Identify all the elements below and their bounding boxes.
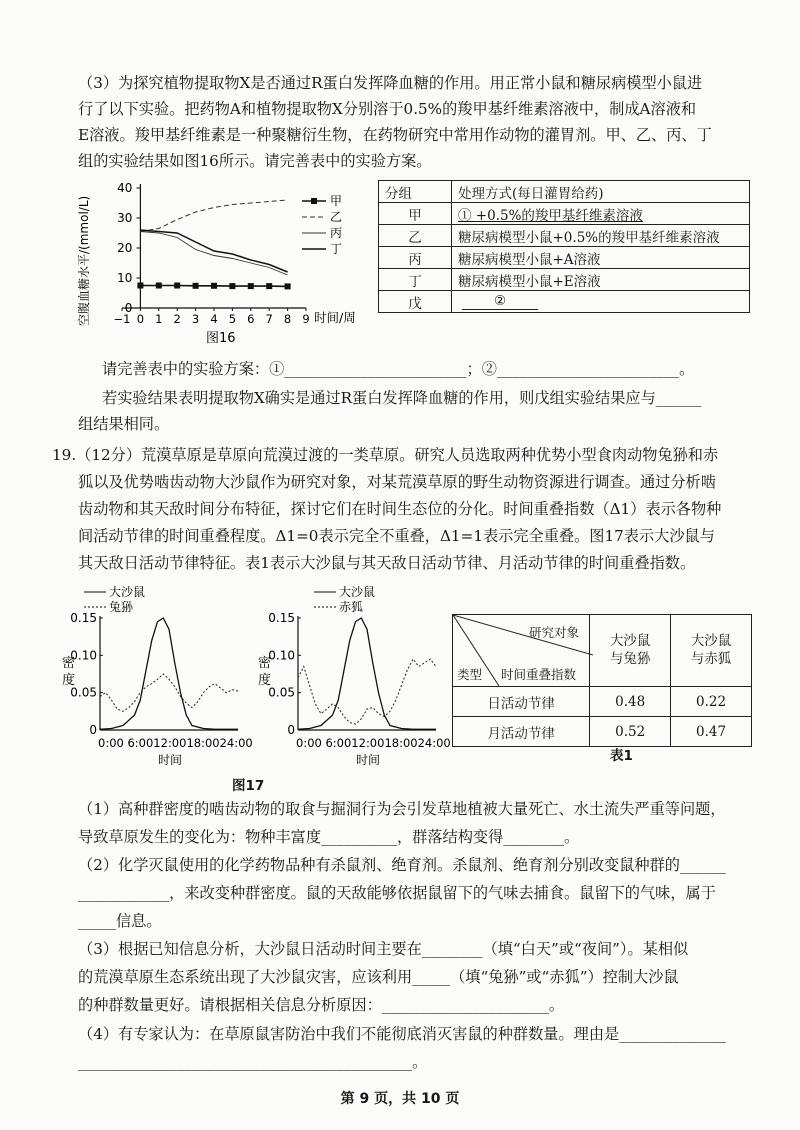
table-row (379, 291, 750, 313)
fig17b-xticks: 0:00 6:0012:0018:0024:00 (296, 736, 451, 750)
q19-sub1-line-1: （1）高种群密度的啮齿动物的取食与掘洞行为会引发草地植被大量死亡、水土流失严重等问题， (78, 800, 726, 818)
series-line-0 (298, 618, 436, 729)
series-point (248, 283, 254, 289)
fig16-legend-c-label: 丙 (330, 226, 343, 240)
y-tick-label: 0.10 (268, 648, 295, 663)
col-header-line: 大沙鼠 (690, 632, 732, 649)
q18-line-2: 行了以下实验。把药物A和植物提取物X分别溶于0.5%的羧甲基纤维素溶液中，制成A溶液和 (78, 100, 697, 118)
series-line-1 (298, 659, 436, 724)
figure-17-right-chart (258, 578, 458, 768)
fig17b-ylabel-bottom: 度 (258, 673, 272, 688)
x-tick-label: 7 (265, 312, 273, 326)
table-cell-group: 乙 (379, 225, 452, 247)
fig16-legend-a-label: 甲 (330, 194, 343, 208)
x-tick-label: 6 (247, 312, 255, 326)
table-cell-group: 戊 (379, 291, 452, 313)
q18-line-3: E溶液。羧甲基纤维素是一种聚糖衍生物，在药物研究中常用作动物的灌胃剂。甲、乙、丙、丁 (78, 126, 712, 144)
table-cell-treatment: 糖尿病模型小鼠+E溶液 (452, 269, 750, 291)
table-cell-group: 甲 (379, 203, 452, 225)
x-tick-label: 1 (155, 312, 163, 326)
col-header-line: 大沙鼠 (609, 632, 651, 649)
fig17-caption: 图17 (232, 778, 265, 794)
y-tick-label: 10 (117, 271, 133, 285)
q19-sub2-line-3[interactable]: _____信息。 (78, 912, 162, 930)
series-line-3 (140, 230, 287, 272)
table-row (379, 225, 750, 247)
fig17b-xlabel: 时间 (356, 753, 381, 767)
q19-line-2: 狐以及优势啮齿动物大沙鼠作为研究对象，对某荒漠草原的野生动物资源进行调查。通过分析啮 (78, 473, 716, 491)
y-tick-label: 0.10 (70, 648, 97, 663)
fig17a-ylabel-bottom: 度 (62, 673, 76, 688)
series-line-2 (140, 232, 287, 276)
q19-sub3-line-2[interactable]: 的荒漠草原生态系统出现了大沙鼠灾害，应该利用_____（填“兔狲”或“赤狐”）控制大沙鼠 (78, 968, 679, 986)
table-cell-treatment: 糖尿病模型小鼠+0.5%的羧甲基纤维素溶液 (452, 225, 750, 247)
row-label: 月活动节律 (453, 717, 590, 747)
q18-result-line-1[interactable]: 若实验结果表明提取物X确实是通过R蛋白发挥降血糖的作用，则戊组实验结果应与______ (102, 389, 702, 407)
figure-17-left-chart (60, 578, 260, 768)
q18-fill-blanks[interactable]: 请完善表中的实验方案：①________________________；②________________________。 (102, 360, 695, 378)
table-col-header-fox-cat (590, 615, 671, 687)
corner-label-subject: 研究对象 (529, 625, 580, 640)
table-row (379, 203, 750, 225)
q19-sub4-line-2[interactable]: ____________________________________________。 (78, 1053, 428, 1071)
table1-caption: 表1 (610, 748, 633, 764)
q18-result-line-2: 组结果相同。 (78, 415, 170, 433)
q19-sub3-line-1[interactable]: （3）根据已知信息分析，大沙鼠日活动时间主要在________（填“白天”或“夜间”）。某相似 (78, 940, 689, 958)
series-line-0 (100, 618, 238, 729)
y-tick-label: 30 (117, 211, 133, 225)
experiment-table (378, 180, 750, 313)
col-header-line: 与兔狲 (609, 650, 651, 667)
y-tick-label: 0 (287, 723, 295, 737)
table-cell-treatment[interactable]: ① +0.5%的羧甲基纤维素溶液 (452, 203, 750, 225)
x-tick-label: 0 (136, 312, 145, 326)
table-cell-treatment[interactable] (452, 291, 750, 313)
x-tick-label: 4 (210, 312, 218, 326)
fig16-caption: 图16 (206, 331, 236, 346)
corner-label-type: 类型 (457, 667, 483, 682)
y-tick-label: 0.05 (268, 685, 295, 700)
row-value: 0.22 (671, 687, 752, 717)
row-label: 日活动节律 (453, 687, 590, 717)
q18-line-1: （3）为探究植物提取物X是否通过R蛋白发挥降血糖的作用。用正常小鼠和糖尿病模型小鼠进 (78, 74, 703, 92)
series-point (211, 283, 217, 289)
series-line-1 (100, 674, 238, 711)
q19-line-4: 间活动节律的时间重叠程度。Δ1=0表示完全不重叠，Δ1=1表示完全重叠。图17表示大沙鼠与 (78, 527, 715, 545)
table-row (379, 269, 750, 291)
table-row (453, 687, 752, 717)
fig16-x-label: 时间/周 (314, 310, 356, 325)
fig17b-legend-1: 大沙鼠 (339, 585, 376, 599)
table-row (453, 717, 752, 747)
fig17a-xlabel: 时间 (158, 753, 183, 767)
fig17a-legend-1: 大沙鼠 (109, 585, 146, 599)
fig17b-legend-2: 赤狐 (339, 600, 364, 614)
series-point (137, 283, 143, 289)
q18-line-4: 组的实验结果如图16所示。请完善表中的实验方案。 (78, 152, 432, 170)
y-tick-label: 0.05 (70, 685, 97, 700)
table-cell-treatment: 糖尿病模型小鼠+A溶液 (452, 247, 750, 269)
experiment-table-header (379, 181, 750, 203)
y-tick-label: 20 (117, 241, 133, 255)
y-tick-label: 0.15 (268, 611, 295, 625)
x-tick-label: 3 (191, 312, 200, 326)
x-tick-label: 2 (173, 312, 181, 326)
x-tick-label: −1 (113, 312, 131, 326)
series-line-1 (140, 200, 287, 232)
fig17a-xticks: 0:00 6:0012:0018:0024:00 (98, 736, 253, 750)
table-row (379, 247, 750, 269)
y-tick-label: 0.15 (70, 611, 97, 625)
y-tick-label: 0 (89, 723, 97, 737)
table-header-treatment: 处理方式(每日灌胃给药) (452, 181, 750, 203)
q19-sub2-line-1[interactable]: （2）化学灭鼠使用的化学药物品种有杀鼠剂、绝育剂。杀鼠剂、绝育剂分别改变鼠种群的______ (78, 856, 726, 874)
fig17a-ylabel-top: 密 (62, 656, 76, 671)
q19-line-5: 其天敌日活动节律特征。表1表示大沙鼠与其天敌日活动节律、月活动节律的时间重叠指数。 (78, 554, 696, 572)
page-footer: 第 9 页，共 10 页 (340, 1091, 460, 1107)
table-cell-group: 丁 (379, 269, 452, 291)
q19-line-3: 齿动物和其天敌时间分布特征，探讨它们在时间生态位的分化。时间重叠指数（Δ1）表示各物种 (78, 500, 722, 518)
answer-blank-2: ② (462, 293, 538, 310)
q19-line-1: 19.（12分）荒漠草原是草原向荒漠过渡的一类草原。研究人员选取两种优势小型食肉动物兔狲和赤 (52, 446, 719, 464)
x-tick-label: 9 (302, 312, 310, 326)
fig16-y-label: 空腹血糖水平/(mmol/L) (77, 195, 91, 326)
figure-16-chart (74, 176, 374, 346)
row-value: 0.52 (590, 717, 671, 747)
row-value: 0.48 (590, 687, 671, 717)
fig17a-legend-2: 兔狲 (109, 600, 134, 614)
q19-sub4-line-1[interactable]: （4）有专家认为：在草原鼠害防治中我们不能彻底消灭害鼠的种群数量。理由是______________ (78, 1025, 726, 1043)
row-value: 0.47 (671, 717, 752, 747)
series-point (266, 283, 272, 289)
series-point (156, 283, 162, 289)
q19-sub3-line-3[interactable]: 的种群数量更好。请根据相关信息分析原因：______________________。 (78, 996, 564, 1014)
y-tick-label: 0 (124, 301, 133, 315)
fig17b-ylabel-top: 密 (258, 656, 272, 671)
fig16-legend-b-label: 乙 (330, 210, 343, 224)
series-point (229, 283, 235, 289)
q19-sub2-line-2[interactable]: ____________，来改变种群密度。鼠的天敌能够依据鼠留下的气味去捕食。鼠留下的气味，属于 (78, 884, 716, 902)
table-header-group: 分组 (379, 181, 452, 203)
table-corner-cell (453, 615, 590, 687)
fig16-legend-d-label: 丁 (330, 242, 343, 256)
table-cell-group: 丙 (379, 247, 452, 269)
q19-sub1-line-2[interactable]: 导致草原发生的变化为：物种丰富度__________，群落结构变得________。 (78, 828, 580, 846)
y-tick-label: 40 (117, 181, 133, 195)
table-col-header-red-fox (671, 615, 752, 687)
corner-label-index: 时间重叠指数 (501, 667, 577, 682)
table-header-row (453, 615, 752, 687)
overlap-index-table (452, 614, 752, 747)
x-tick-label: 8 (283, 312, 292, 326)
series-point (174, 283, 180, 289)
series-point (193, 283, 199, 289)
col-header-line: 与赤狐 (690, 650, 732, 667)
x-tick-label: 5 (228, 312, 237, 326)
legend-marker (311, 198, 317, 204)
series-point (285, 283, 291, 289)
